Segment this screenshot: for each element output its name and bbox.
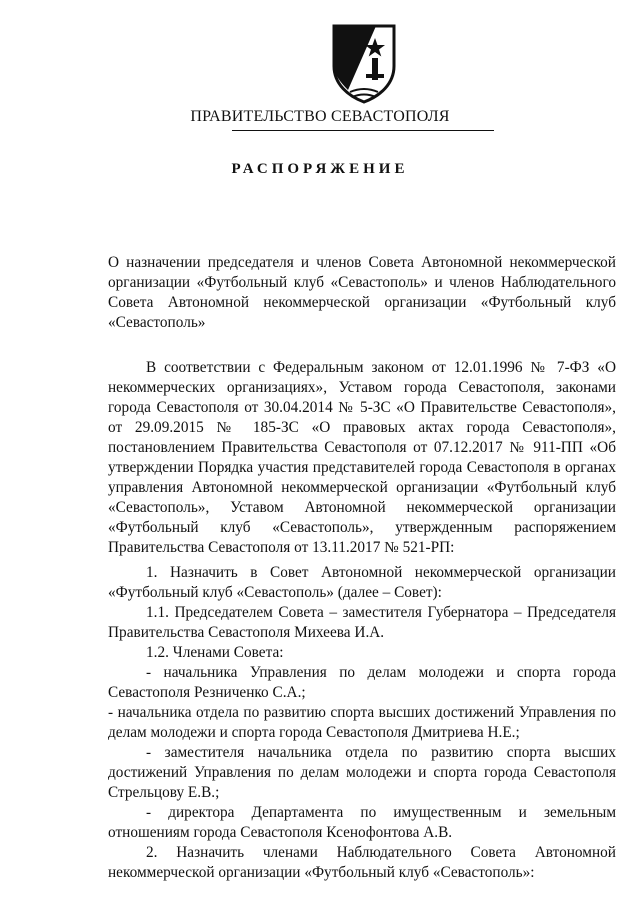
member-3: - заместителя начальника отдела по развитию спорта высших достижений Управления по делам молодежи и спорта города Севастополя Стрельцову Е.В.; <box>108 744 616 801</box>
document-type: РАСПОРЯЖЕНИЕ <box>231 161 409 177</box>
subject-text: О назначении председателя и членов Совета Автономной некоммерческой организации «Футбольный клуб «Севастополь» и членов Наблюдательного Совета Автономной некоммерческой организации «Футбольный клуб «Севастополь» <box>108 254 616 331</box>
document-preamble <box>108 358 616 558</box>
header-divider <box>232 130 494 131</box>
document-subject <box>108 253 616 333</box>
item-2: 2. Назначить членами Наблюдательного Совета Автономной некоммерческой организации «Футбольный клуб «Севастополь»: <box>108 844 616 881</box>
preamble-text: В соответствии с Федеральным законом от 12.01.1996 № 7-ФЗ «О некоммерческих организациях», Уставом города Севастополя, законами города Севастополя от 30.04.2014 № 5-ЗС «О Правительстве Севастополя», от 29.09.2015 № 185-ЗС «О правовых актах города Севастополя», постановлением Правительства Севастополя от 07.12.2017 № 911-ПП «Об утверждении Порядка участия представителей города Севастополя в органах управления Автономной некоммерческой организации «Футбольный клуб «Севастополь», Уставом Автономной некоммерческой организации «Футбольный клуб «Севастополь», утвержденным распоряжением Правительства Севастополя от 13.11.2017 № 521-РП: <box>108 359 616 556</box>
item-1-1: 1.1. Председателем Совета – заместителя Губернатора – Председателя Правительства Севастополя Михеева И.А. <box>108 604 616 641</box>
member-4: - директора Департамента по имущественным и земельным отношениям города Севастополя Ксенофонтова А.В. <box>108 804 616 841</box>
member-2: - начальника отдела по развитию спорта высших достижений Управления по делам молодежи и спорта города Севастополя Дмитриева Н.Е.; <box>108 704 616 741</box>
item-1-2: 1.2. Членами Совета: <box>146 644 284 661</box>
government-name: ПРАВИТЕЛЬСТВО СЕВАСТОПОЛЯ <box>190 108 450 125</box>
sevastopol-coat-of-arms-icon <box>328 20 400 104</box>
document-items <box>108 563 616 883</box>
item-1: 1. Назначить в Совет Автономной некоммерческой организации «Футбольный клуб «Севастополь» (далее – Совет): <box>108 564 616 601</box>
member-1: - начальника Управления по делам молодежи и спорта города Севастополя Резниченко С.А.; <box>108 664 616 701</box>
